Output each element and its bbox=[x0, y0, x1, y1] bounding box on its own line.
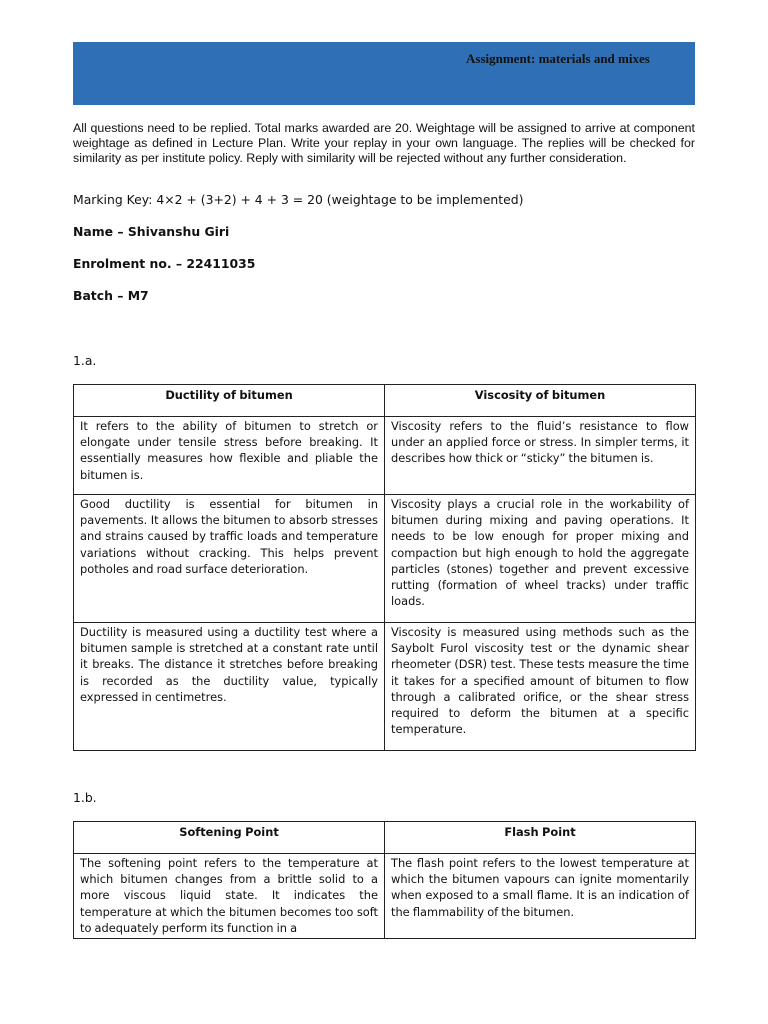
table-cell: The flash point refers to the lowest temperature at which the bitumen vapours can ignite momentarily when exposed to a small flame. It is an indication of the flammability of the bitumen. bbox=[385, 854, 696, 939]
table-cell: Ductility is measured using a ductility test where a bitumen sample is stretched at a constant rate until it breaks. The distance it stretches before breaking is recorded as the ductility value, typically expressed in centimetres. bbox=[74, 623, 385, 751]
question-label-1a: 1.a. bbox=[73, 353, 97, 368]
table-cell: It refers to the ability of bitumen to stretch or elongate under tensile stress before breaking. It essentially measures how flexible and pliable the bitumen is. bbox=[74, 417, 385, 495]
table-header-row bbox=[74, 822, 696, 854]
question-label-1b: 1.b. bbox=[73, 790, 97, 805]
marking-key: Marking Key: 4×2 + (3+2) + 4 + 3 = 20 (weightage to be implemented) bbox=[73, 192, 524, 207]
table-row bbox=[74, 623, 696, 751]
table-header-row bbox=[74, 385, 696, 417]
table-cell: The softening point refers to the temperature at which bitumen changes from a brittle solid to a more viscous liquid state. It indicates the temperature at which the bitumen becomes too soft to adequately perform its function in a bbox=[74, 854, 385, 939]
batch: Batch – M7 bbox=[73, 288, 149, 303]
table-cell: Viscosity plays a crucial role in the workability of bitumen during mixing and paving operations. It needs to be low enough for proper mixing and compaction but high enough to hold the aggregate particles (stones) together and prevent excessive rutting (formation of wheel tracks) under traffic loads. bbox=[385, 495, 696, 623]
table-row bbox=[74, 417, 696, 495]
student-name: Name – Shivanshu Giri bbox=[73, 224, 230, 239]
column-header: Ductility of bitumen bbox=[74, 385, 385, 417]
table-cell: Good ductility is essential for bitumen in pavements. It allows the bitumen to absorb stresses and strains caused by traffic loads and temperature variations without cracking. This helps prevent potholes and road surface deterioration. bbox=[74, 495, 385, 623]
table-row bbox=[74, 495, 696, 623]
column-header: Viscosity of bitumen bbox=[385, 385, 696, 417]
table-cell: Viscosity refers to the fluid’s resistance to flow under an applied force or stress. In simpler terms, it describes how thick or “sticky” the bitumen is. bbox=[385, 417, 696, 495]
table-cell: Viscosity is measured using methods such as the Saybolt Furol viscosity test or the dynamic shear rheometer (DSR) test. These tests measure the time it takes for a specified amount of bitumen to flow through a calibrated orifice, or the shear stress required to deform the bitumen at a specific temperature. bbox=[385, 623, 696, 751]
softening-flash-table bbox=[73, 821, 696, 939]
instructions-paragraph: All questions need to be replied. Total marks awarded are 20. Weightage will be assigned to arrive at component weightage as defined in Lecture Plan. Write your replay in your own language. The replies will be checked for similarity as per institute policy. Reply with similarity will be rejected without any further consideration. bbox=[73, 121, 695, 165]
column-header: Softening Point bbox=[74, 822, 385, 854]
enrolment-number: Enrolment no. – 22411035 bbox=[73, 256, 256, 271]
column-header: Flash Point bbox=[385, 822, 696, 854]
ductility-viscosity-table bbox=[73, 384, 696, 751]
assignment-title: Assignment: materials and mixes bbox=[466, 51, 650, 66]
table-row bbox=[74, 854, 696, 939]
